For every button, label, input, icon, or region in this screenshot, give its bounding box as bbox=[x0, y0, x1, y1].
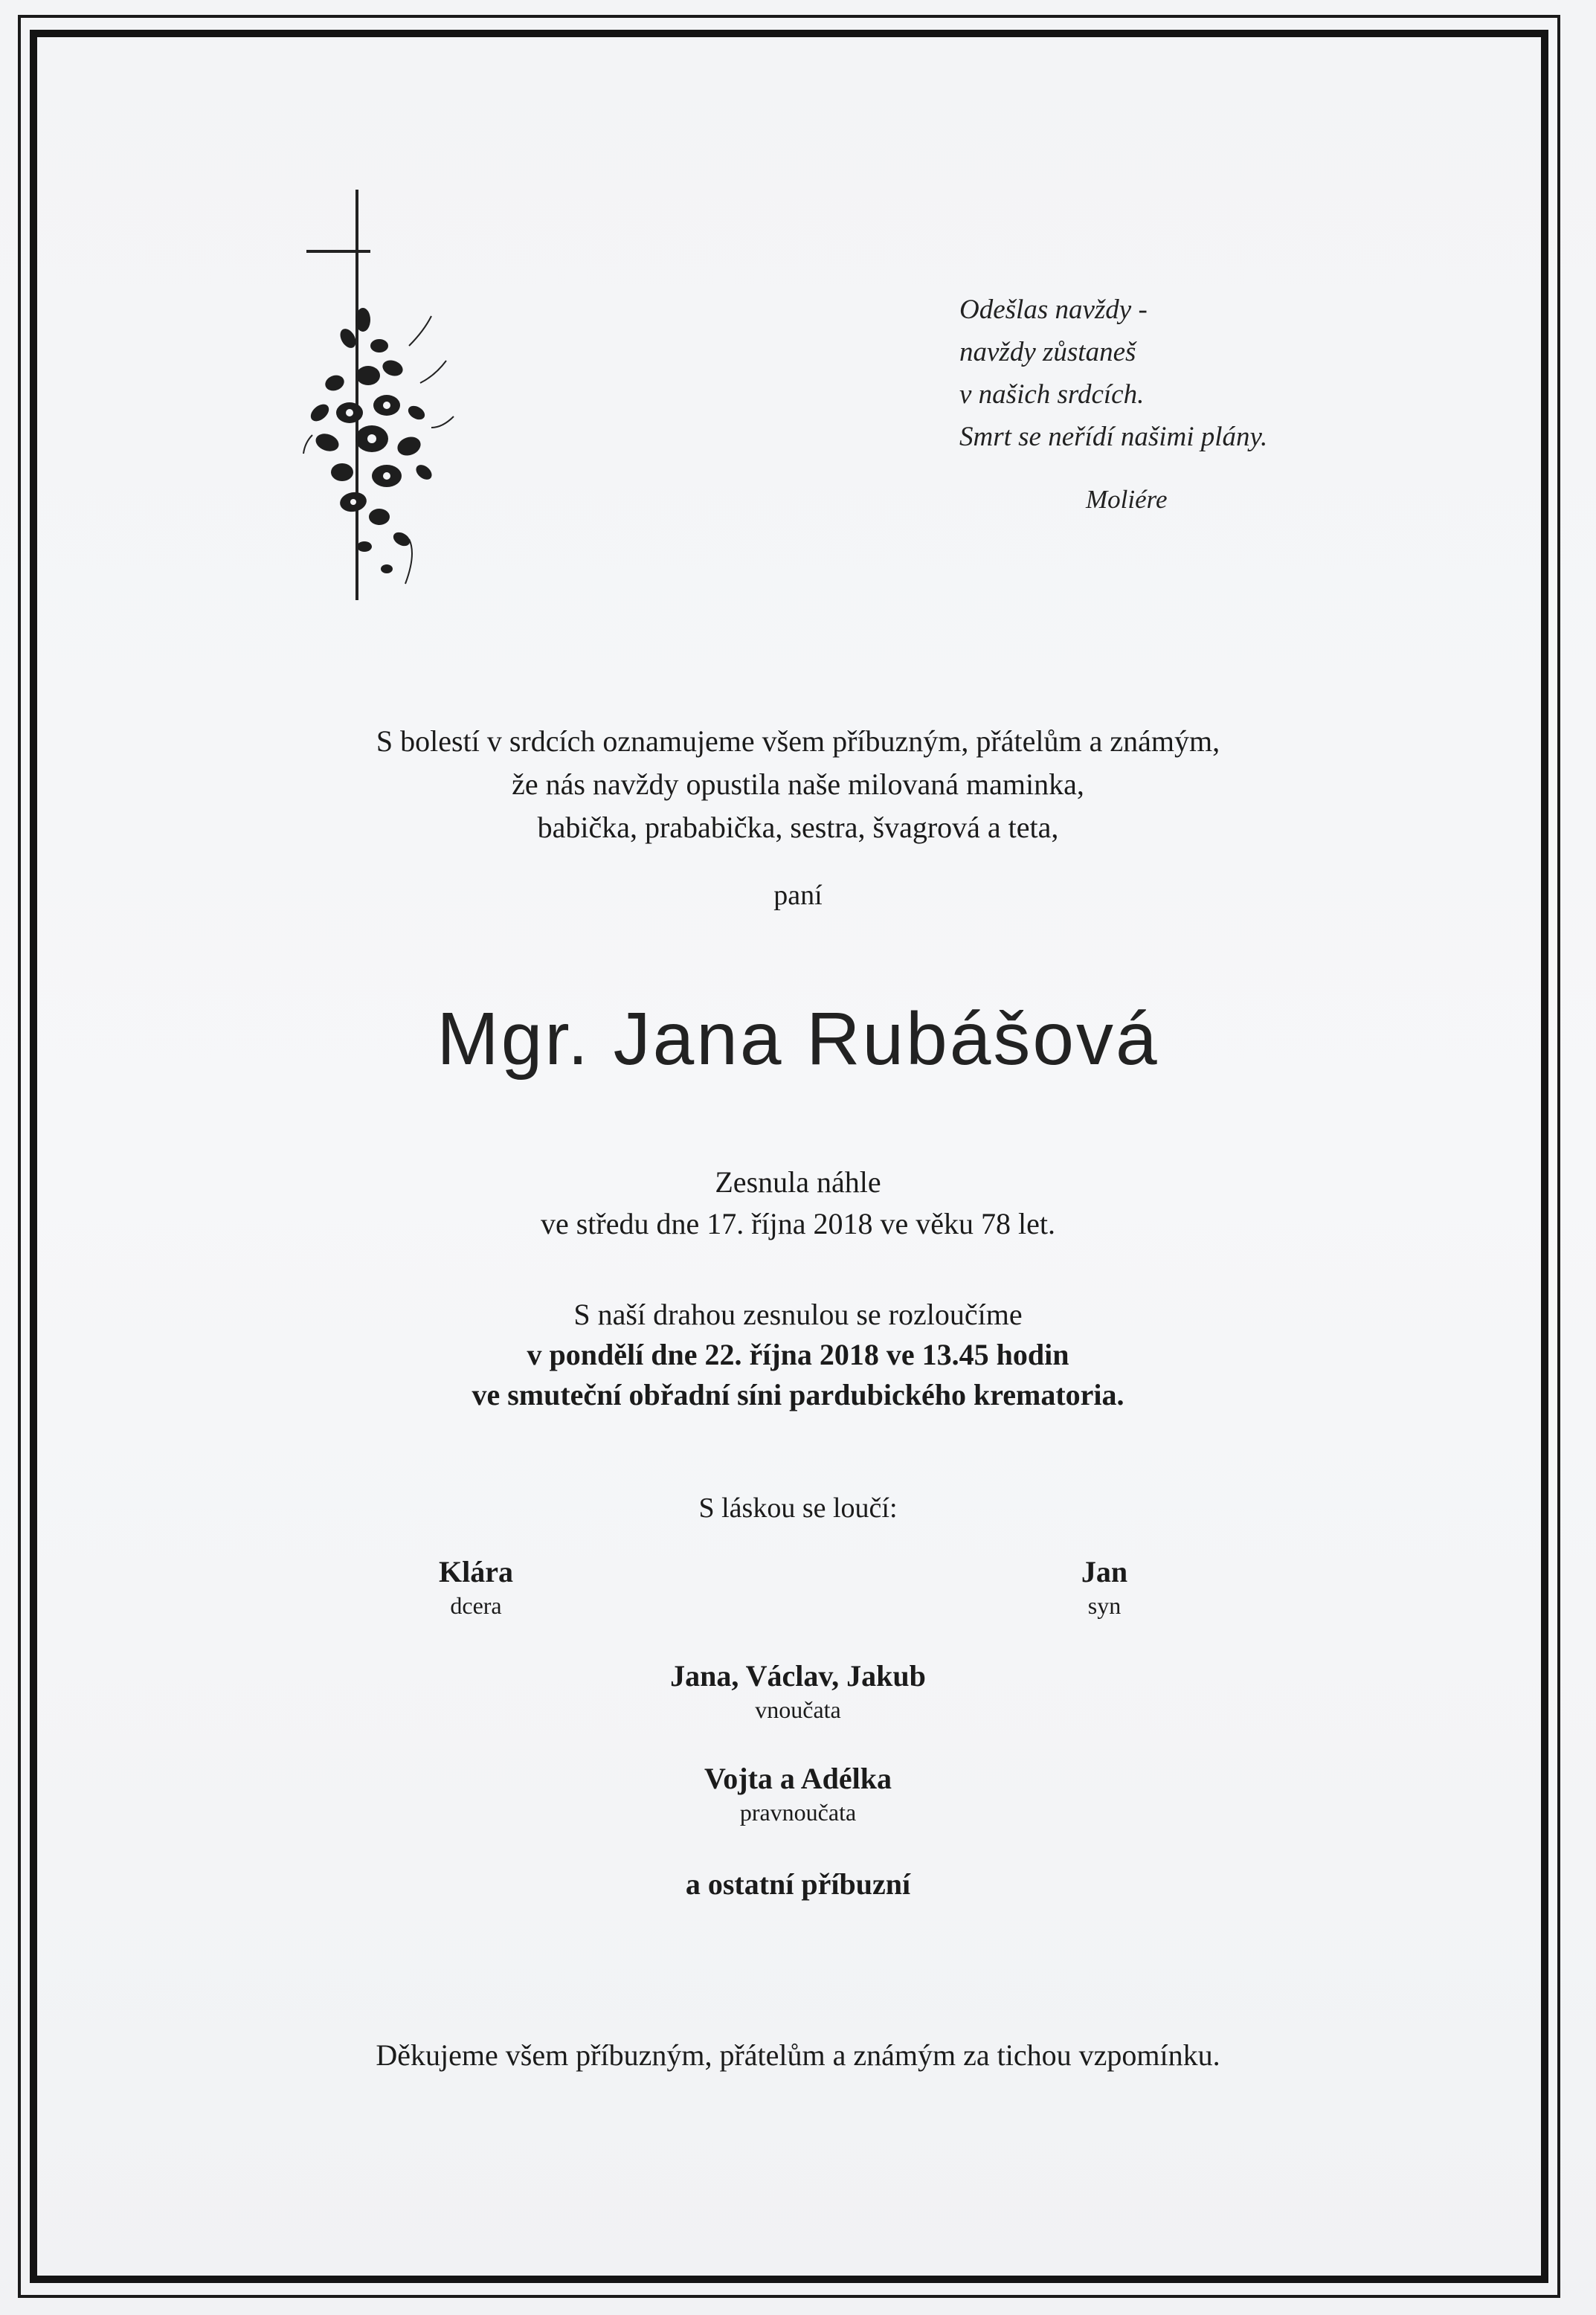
farewell-heading: S láskou se loučí: bbox=[698, 1493, 898, 1524]
other-relatives: a ostatní příbuzní bbox=[685, 1867, 911, 1901]
mourner-son bbox=[993, 1554, 1216, 1620]
announcement-text bbox=[0, 720, 1596, 849]
salutation: paní bbox=[773, 880, 823, 911]
mourner-relation: dcera bbox=[450, 1592, 502, 1619]
mourner-great-grandchildren bbox=[0, 1761, 1596, 1826]
announcement-line: S bolestí v srdcích oznamujeme všem příbuzným, přátelům a známým, bbox=[376, 724, 1220, 758]
mourner-relation: syn bbox=[1087, 1592, 1122, 1619]
mourner-grandchildren bbox=[0, 1658, 1596, 1724]
funeral-place: ve smuteční obřadní síni pardubického krematoria. bbox=[472, 1378, 1124, 1411]
funeral-date: v pondělí dne 22. října 2018 ve 13.45 hodin bbox=[527, 1338, 1069, 1371]
funeral-intro: S naší drahou zesnulou se rozloučíme bbox=[573, 1298, 1023, 1331]
announcement-line: babička, prababička, sestra, švagrová a teta, bbox=[537, 811, 1059, 844]
cross-with-flowers-icon bbox=[297, 190, 476, 606]
quote-line: navždy zůstaneš bbox=[959, 337, 1136, 367]
thanks-line: Děkujeme všem příbuzným, přátelům a známým za tichou vzpomínku. bbox=[376, 2038, 1220, 2072]
mourner-name: Vojta a Adélka bbox=[704, 1762, 892, 1795]
death-date-line: ve středu dne 17. října 2018 ve věku 78 let. bbox=[540, 1207, 1056, 1240]
mourner-name: Jan bbox=[1081, 1555, 1128, 1588]
quote-author: Moliére bbox=[1086, 485, 1168, 514]
inner-border bbox=[30, 30, 1548, 2283]
mourner-relation: vnoučata bbox=[755, 1696, 841, 1723]
mourner-relation: pravnoučata bbox=[739, 1799, 857, 1826]
deceased-name: Mgr. Jana Rubášová bbox=[437, 997, 1159, 1081]
quote-line: Odešlas navždy - bbox=[959, 294, 1148, 325]
mourner-name: Klára bbox=[439, 1555, 513, 1588]
mourner-name: Jana, Václav, Jakub bbox=[670, 1659, 926, 1693]
death-line: Zesnula náhle bbox=[715, 1165, 881, 1199]
announcement-line: že nás navždy opustila naše milovaná maminka, bbox=[512, 767, 1084, 801]
quote-line: v našich srdcích. bbox=[959, 379, 1145, 410]
quote-line: Smrt se neřídí našimi plány. bbox=[959, 422, 1268, 452]
mourner-daughter bbox=[350, 1554, 602, 1620]
quote-block bbox=[959, 289, 1267, 458]
